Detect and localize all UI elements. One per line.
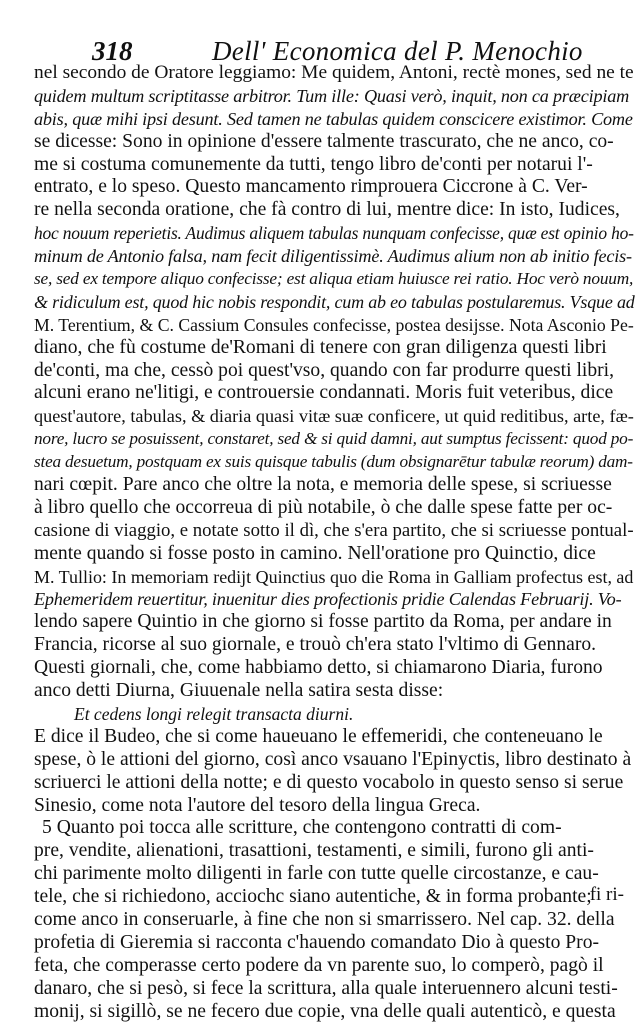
text-line: nore, lucro se posuissent, constaret, sed & si quid damni, aut sumptus fecissent: quod po-	[34, 429, 634, 449]
text-line: se dicesse: Sono in opinione d'essere talmente trascurato, che ne anco, co-	[34, 130, 614, 152]
text-line: stea desuetum, postquam ex suis quisque tabulis (dum obsignarētur tabulæ reorum) dam-	[34, 452, 633, 472]
page-header	[62, 10, 626, 66]
text-line: nari cœpit. Pare anco che oltre la nota, e memoria delle spese, si scriuesse	[34, 474, 612, 496]
text-line: Et cedens longi relegit transacta diurni.	[74, 703, 354, 724]
text-line: hoc nouum reperietis. Audimus aliquem tabulas nunquam confecisse, quæ est opinio ho-	[34, 223, 634, 244]
text-line: mente quando si fosse posto in camino. Nell'oratione pro Quinctio, dice	[34, 542, 596, 564]
text-line: Sinesio, come nota l'autore del tesoro della lingua Greca.	[34, 794, 481, 816]
text-line: à libro quello che occorreua di più notabile, ò che dalle spese fatte per oc-	[34, 496, 613, 518]
page-number: 318	[92, 36, 133, 66]
text-line: come anco in conseruarle, à fine che non si smarrissero. Nel cap. 32. della	[34, 908, 615, 930]
text-line: quest'autore, tabulas, & diaria quasi vitæ suæ conficere, ut quid reditibus, arte, fæ-	[34, 406, 634, 427]
text-line: M. Terentium, & C. Cassium Consules confecisse, postea desijsse. Nota Asconio Pe-	[34, 314, 634, 335]
text-line: me si costuma comunemente da tutti, tengo libro de'conti per notarui l'-	[34, 153, 593, 175]
text-line: pre, vendite, alienationi, trasattioni, testamenti, e simili, furono gli anti-	[34, 840, 594, 862]
text-line: lendo sapere Quintio in che giorno si fosse partito da Roma, per andare in	[34, 611, 612, 633]
text-line: casione di viaggio, e notate sotto il dì, che s'era partito, che si scriuesse pontual-	[34, 519, 634, 541]
text-line: chi parimente molto diligenti in farle con tutte quelle circostanze, e cau-	[34, 863, 599, 885]
body-text	[34, 62, 634, 1023]
text-line: Ephemeridem reuertitur, inuenitur dies profectionis pridie Calendas Februarij. Vo-	[34, 589, 622, 610]
text-line: Francia, ricorse al suo giornale, e trouò ch'era stato l'vltimo di Gennaro.	[34, 634, 597, 656]
text-line: & ridiculum est, quod hic nobis respondit, cum ab eo tabulas postularemus. Vsque ad	[34, 291, 635, 312]
text-line: spese, ò le attioni del giorno, così anco vsauano l'Epinyctis, libro destinato à	[34, 748, 632, 770]
text-line: se, sed ex tempore aliquo confecisse; est aliqua etiam huiusce rei ratio. Hoc verò nouum,	[34, 269, 634, 289]
text-line: re nella seconda oratione, che fà contro di lui, mentre dice: In isto, Iudices,	[34, 199, 620, 221]
text-line: alcuni erano ne'litigi, e controuersie condannati. Moris fuit veteribus, dice	[34, 382, 614, 404]
text-line: Questi giornali, che, come habbiamo detto, si chiamarono Diaria, furono	[34, 657, 603, 679]
text-line: minum de Antonio falsa, nam fecit diligentissimè. Audimus alium non ab initio fecis-	[34, 246, 632, 267]
text-line: abis, quæ mihi ipsi desunt. Sed tamen ne tabulas quidem conscicere existimor. Come	[34, 108, 633, 129]
text-line: scriuerci le attioni della notte; e di questo vocabolo in questo senso si serue	[34, 771, 624, 793]
text-line: diano, che fù costume de'Romani di tenere con gran diligenza questi libri	[34, 336, 607, 358]
text-line: E dice il Budeo, che si come haueuano le effemeridi, che conteneuano le	[34, 725, 603, 747]
text-line: M. Tullio: In memoriam redijt Quinctius quo die Roma in Galliam profectus est, ad	[34, 566, 634, 587]
text-line: quidem multum scriptitasse arbitror. Tum ille: Quasi verò, inquit, non ca præcipiam	[34, 85, 630, 106]
text-line: profetia di Gieremia si racconta c'hauendo comandato Dio à questo Pro-	[34, 931, 600, 953]
text-line: danaro, che si pesò, si fece la scrittura, alla quale interuennero alcuni testi-	[34, 977, 618, 999]
text-line: de'conti, ma che, cessò poi quest'vso, quando con far produrre questi libri,	[34, 359, 615, 381]
text-line: feta, che comperasse certo podere da vn parente suo, lo comperò, pagò il	[34, 954, 604, 976]
text-line: nel secondo de Oratore leggiamo: Me quidem, Antoni, rectè mones, sed ne te	[34, 62, 634, 83]
text-line: 5 Quanto poi tocca alle scritture, che contengono contratti di com-	[42, 817, 562, 839]
catchword: fi ri-	[589, 884, 624, 905]
text-line: entrato, e lo speso. Questo mancamento rimprouera Ciccrone à C. Ver-	[34, 176, 588, 198]
running-head: Dell' Economica del P. Menochio	[212, 36, 583, 66]
text-line: monij, si sigillò, se ne fecero due copie, vna delle quali autenticò, e questa	[34, 1000, 616, 1022]
text-line: tele, che si richiedono, acciochc siano autentiche, & in forma probante;	[34, 886, 592, 908]
text-line: anco detti Diurna, Giuuenale nella satira sesta disse:	[34, 680, 444, 702]
